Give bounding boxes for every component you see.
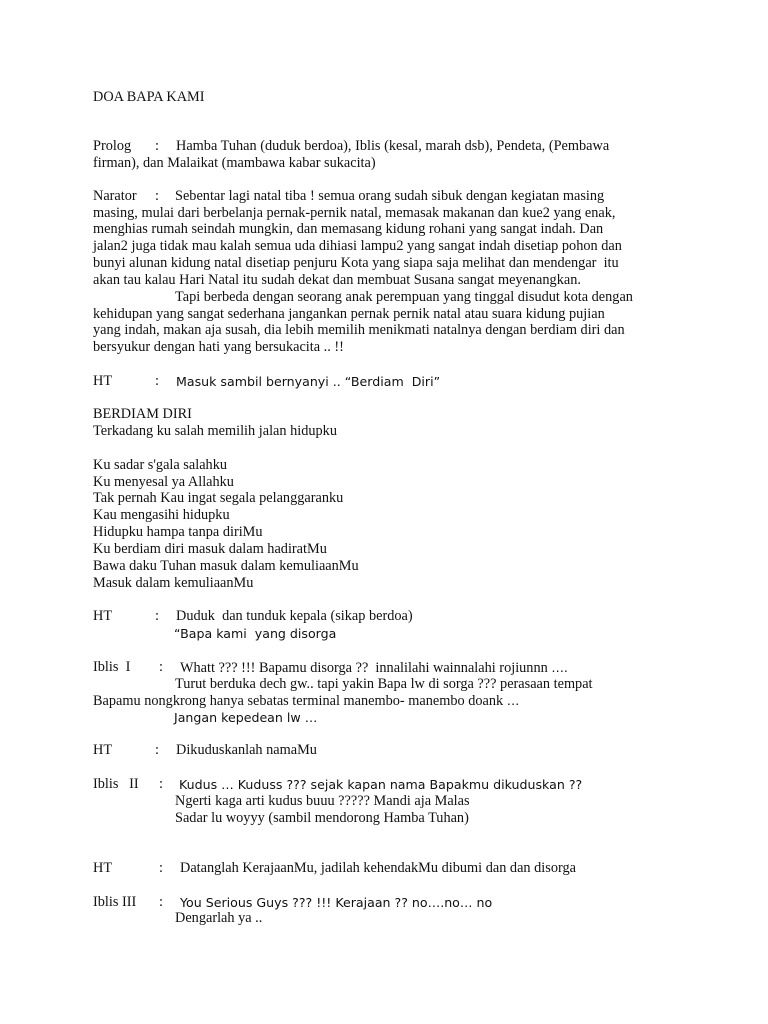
iblis-colon: : bbox=[159, 659, 163, 675]
narator-line: bersyukur dengan hati yang bersukacita .. !! bbox=[93, 339, 344, 355]
ht-speaker: HT bbox=[93, 860, 113, 876]
iblis-line bbox=[93, 692, 519, 710]
iblis-line-ellipsis: … bbox=[506, 693, 520, 708]
narator-line: yang indah, makan aja susah, dia lebih memilih menikmati natalnya dengan berdiam diri dan bbox=[93, 322, 625, 338]
iblis-line bbox=[180, 659, 568, 677]
iblis-line-text: Whatt ??? !!! Bapamu disorga ?? innalilahi wainnalahi rojiunnn bbox=[180, 660, 552, 676]
iblis-line: Sadar lu woyyy (sambil mendorong Hamba Tuhan) bbox=[175, 810, 469, 826]
ht-line: Datanglah KerajaanMu, jadilah kehendakMu dibumi dan dan disorga bbox=[180, 860, 576, 876]
ht-speaker: HT bbox=[93, 373, 113, 389]
prolog-line-1: Hamba Tuhan (duduk berdoa), Iblis (kesal, marah dsb), Pendeta, (Pembawa bbox=[176, 138, 610, 154]
iblis-line-text: Bapamu nongkrong hanya sebatas terminal manembo- manembo doank bbox=[93, 693, 507, 709]
ht-line: Masuk sambil bernyanyi .. “Berdiam Diri” bbox=[176, 374, 441, 389]
song-first-line: Terkadang ku salah memilih jalan hidupku bbox=[93, 423, 337, 439]
narator-speaker: Narator bbox=[93, 188, 137, 204]
iblis-line-ellipsis: …. bbox=[551, 660, 568, 675]
ht-colon: : bbox=[159, 860, 163, 876]
iblis-speaker: Iblis II bbox=[93, 776, 139, 792]
iblis-line: Turut berduka dech gw.. tapi yakin Bapa lw di sorga ??? perasaan tempat bbox=[175, 676, 593, 692]
iblis-line-text: Kerajaan ?? no….no… no bbox=[335, 895, 493, 910]
narator-line: Tapi berbeda dengan seorang anak perempuan yang tinggal disudut kota dengan bbox=[175, 289, 633, 305]
iblis-colon: : bbox=[159, 776, 163, 792]
ht-line: “Bapa kami yang disorga bbox=[174, 626, 337, 641]
iblis-line bbox=[180, 894, 492, 911]
narator-line: menghias rumah seindah mungkin, dan memasang kidung rohani yang sangat indah. Dan bbox=[93, 221, 604, 237]
narator-line: Sebentar lagi natal tiba ! semua orang sudah sibuk dengan kegiatan masing bbox=[175, 188, 605, 204]
iblis-line: Ngerti kaga arti kudus buuu ????? Mandi aja Malas bbox=[175, 793, 470, 809]
document-title: DOA BAPA KAMI bbox=[93, 89, 205, 105]
ht-colon: : bbox=[155, 608, 159, 624]
prolog-colon: : bbox=[155, 138, 159, 154]
prolog-speaker: Prolog bbox=[93, 138, 132, 154]
narator-line: akan tau kalau Hari Natal itu sudah dekat dan membuat Susana sangat meyenangkan. bbox=[93, 272, 581, 288]
narator-line: bunyi alunan kidung natal disetiap penjuru Kota yang siapa saja melihat dan mendengar itu bbox=[93, 255, 619, 271]
song-line: Tak pernah Kau ingat segala pelanggaranku bbox=[93, 490, 344, 506]
ht-line: Duduk dan tunduk kepala (sikap berdoa) bbox=[176, 608, 413, 624]
ht-colon: : bbox=[155, 373, 159, 389]
iblis-line: Jangan kepedean lw … bbox=[174, 710, 318, 725]
iblis-line-text: You Serious Guys ??? !!! bbox=[180, 895, 336, 910]
iblis-line: Dengarlah ya .. bbox=[175, 910, 263, 926]
narator-line: masing, mulai dari berbelanja pernak-pernik natal, memasak makanan dan kue2 yang enak, bbox=[93, 205, 616, 221]
ht-colon: : bbox=[155, 742, 159, 758]
narator-colon: : bbox=[155, 188, 159, 204]
ht-speaker: HT bbox=[93, 608, 113, 624]
iblis-speaker: Iblis I bbox=[93, 659, 131, 675]
ht-line: Dikuduskanlah namaMu bbox=[176, 742, 317, 758]
narator-line: kehidupan yang sangat sederhana jangankan pernak pernik natal atau suara kidung pujian bbox=[93, 306, 605, 322]
iblis-speaker: Iblis III bbox=[93, 894, 137, 910]
iblis-colon: : bbox=[159, 894, 163, 910]
iblis-line: Kudus … Kuduss ??? sejak kapan nama Bapakmu dikuduskan ?? bbox=[179, 777, 583, 792]
narator-line: jalan2 juga tidak mau kalah semua uda dihiasi lampu2 yang sangat indah disetiap pohon dan bbox=[93, 238, 622, 254]
prolog-line-2: firman), dan Malaikat (mambawa kabar sukacita) bbox=[93, 155, 376, 171]
ht-speaker: HT bbox=[93, 742, 113, 758]
song-line: Ku berdiam diri masuk dalam hadiratMu bbox=[93, 541, 327, 557]
song-line: Hidupku hampa tanpa diriMu bbox=[93, 524, 263, 540]
song-line: Masuk dalam kemuliaanMu bbox=[93, 575, 254, 591]
song-line: Bawa daku Tuhan masuk dalam kemuliaanMu bbox=[93, 558, 359, 574]
song-line: Ku menyesal ya Allahku bbox=[93, 474, 234, 490]
song-line: Ku sadar s'gala salahku bbox=[93, 457, 227, 473]
song-title: BERDIAM DIRI bbox=[93, 406, 192, 422]
song-line: Kau mengasihi hidupku bbox=[93, 507, 230, 523]
